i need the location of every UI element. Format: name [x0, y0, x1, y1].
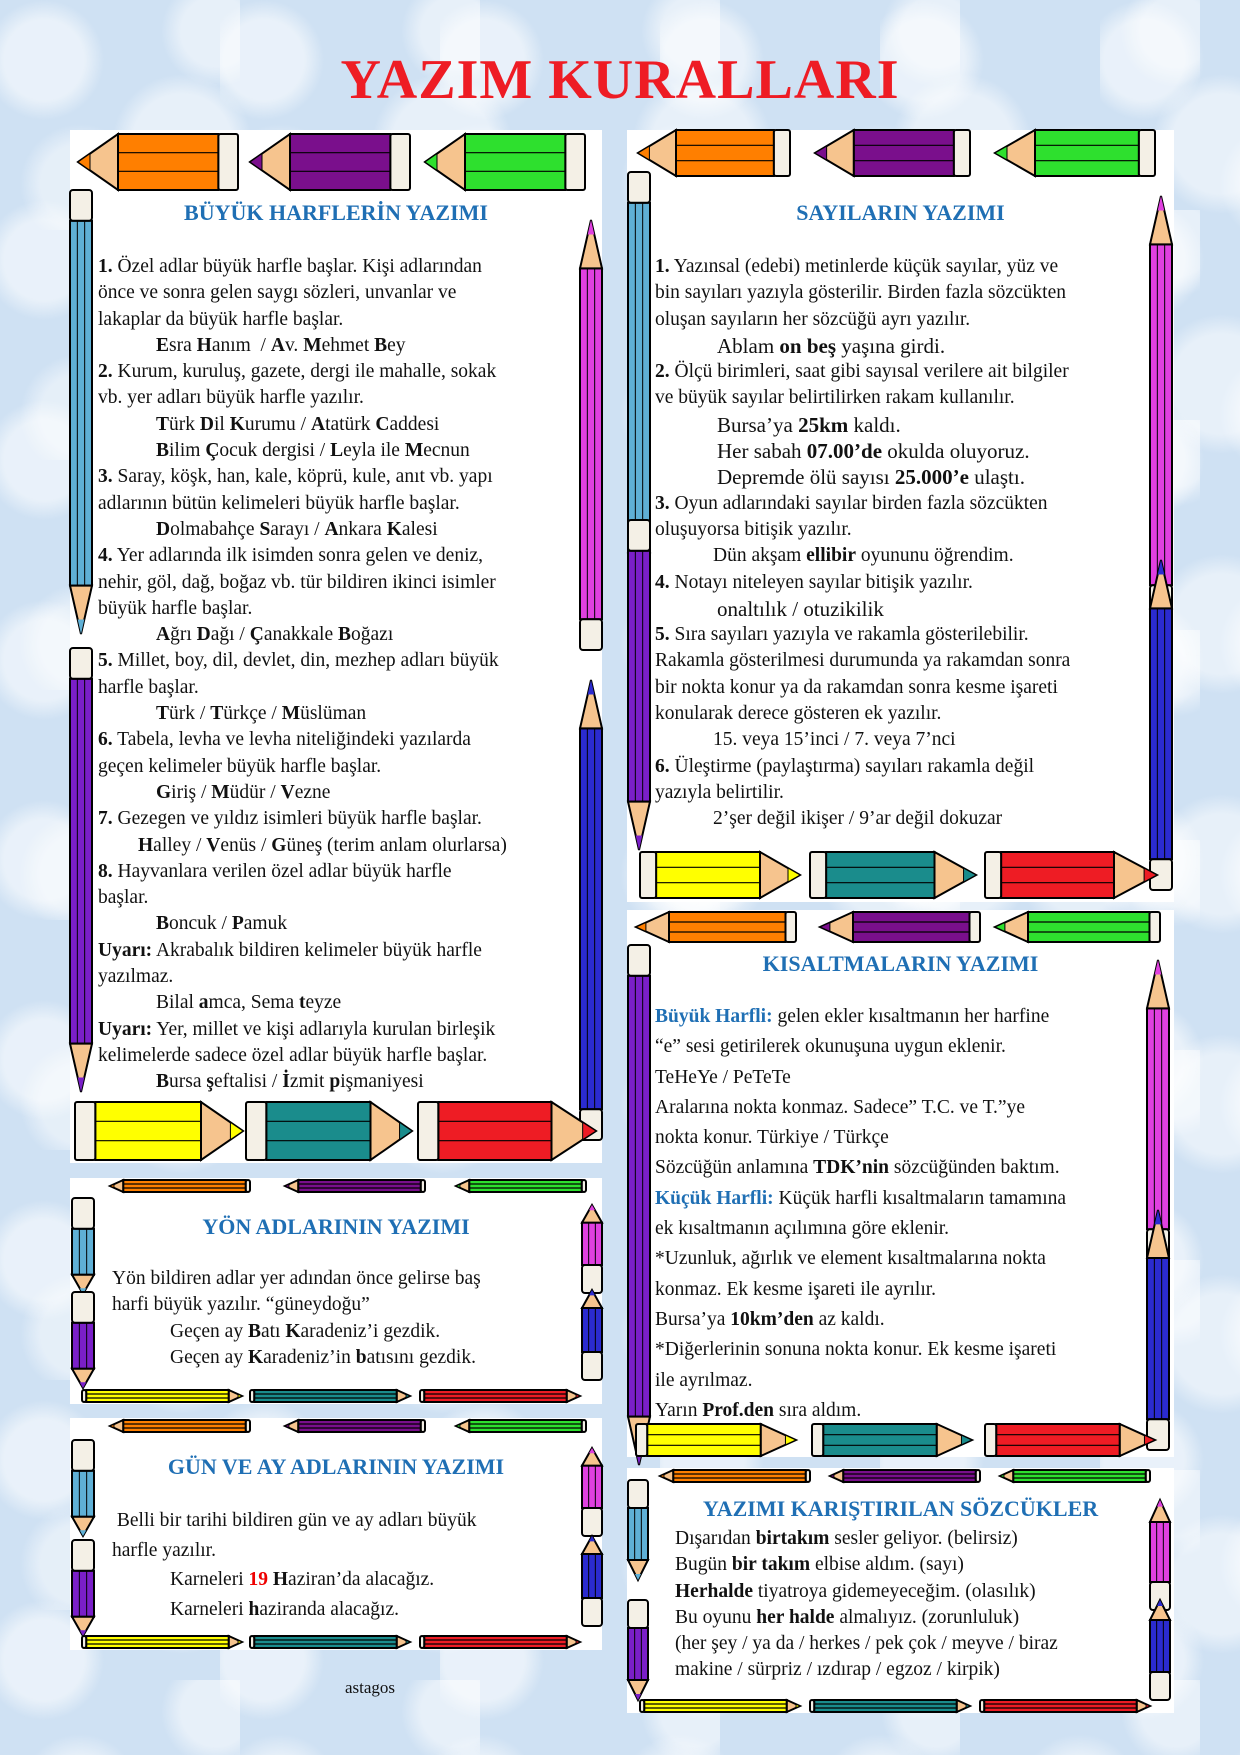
text-line: Yön bildiren adlar yer adından önce gelirse baş [112, 1268, 481, 1289]
text-line: Bursa’ya 25km kaldı. [717, 412, 901, 437]
text-line: Karneleri 19 Haziran’da alacağız. [170, 1569, 435, 1590]
text-line: önce ve sonra gelen saygı sözleri, unvanlar ve [98, 282, 457, 304]
text-line: Bugün bir takım elbise aldım. (sayı) [675, 1554, 964, 1576]
text-line: Giriş / Müdür / Vezne [156, 781, 331, 803]
text-line: nokta konur. Türkiye / Türkçe [655, 1127, 889, 1149]
panel-karistirilan [627, 1468, 1174, 1713]
text-line: onaltılık / otuzikilik [717, 596, 884, 621]
text-line: 1. Özel adlar büyük harfle başlar. Kişi adlarından [98, 256, 482, 277]
panel-kisaltmalar [627, 910, 1174, 1457]
section-heading: GÜN VE AY ADLARININ YAZIMI [167, 1454, 505, 1479]
text-line: Büyük Harfli: gelen ekler kısaltmanın her harfine [655, 1006, 1050, 1027]
text-line: ek kısaltmanın açılımına göre eklenir. [655, 1218, 950, 1240]
text-line: 3. Saray, köşk, han, kale, köprü, kule, anıt vb. yapı [98, 466, 493, 488]
text-line: Dolmabahçe Sarayı / Ankara Kalesi [156, 518, 438, 540]
panel-gun-ay [70, 1418, 602, 1650]
section-body [112, 1266, 481, 1371]
text-line: *Diğerlerinin sonuna nokta konur. Ek kesme işareti [655, 1339, 1057, 1361]
section-heading: YÖN ADLARININ YAZIMI [202, 1214, 470, 1239]
text-line: 4. Notayı niteleyen sayılar bitişik yazılır. [655, 571, 973, 593]
text-line: Esra Hanım / Av. Mehmet Bey [156, 334, 406, 356]
section-body [655, 1002, 1066, 1426]
text-line: Uyarı: Yer, millet ve kişi adlarıyla kurulan birleşik [98, 1018, 496, 1040]
text-line: Belli bir tarihi bildiren gün ve ay adları büyük [112, 1510, 477, 1531]
text-line: Bu oyunu her halde almalıyız. (zorunluluk) [675, 1606, 1020, 1628]
text-line: yazılmaz. [98, 966, 174, 988]
text-line: Bilim Çocuk dergisi / Leyla ile Mecnun [156, 440, 470, 462]
text-line: ve büyük sayılar belirtilirken rakam kullanılır. [655, 387, 1015, 409]
text-line: nehir, göl, dağ, boğaz vb. tür bildiren ikinci isimler [98, 571, 496, 593]
text-line: konmaz. Ek kesme işareti ile ayrılır. [655, 1278, 937, 1300]
text-line: Karneleri haziranda alacağız. [170, 1598, 400, 1620]
text-line: büyük harfle başlar. [98, 597, 253, 619]
text-line: *Uzunluk, ağırlık ve element kısaltmalarına nokta [655, 1248, 1046, 1270]
text-line: Bilal amca, Sema teyze [156, 992, 342, 1014]
text-line: ile ayrılmaz. [655, 1369, 753, 1391]
text-line: konularak derece gösteren ek yazılır. [655, 703, 942, 725]
text-line: Uyarı: Akrabalık bildiren kelimeler büyük harfle [98, 939, 482, 961]
text-line: yazıyla belirtilir. [655, 781, 784, 803]
text-line: Geçen ay Karadeniz’in batısını gezdik. [170, 1346, 476, 1368]
text-line: Ağrı Dağı / Çanakkale Boğazı [156, 624, 394, 646]
text-line: Yarın Prof.den sıra aldım. [655, 1399, 862, 1421]
section-heading: BÜYÜK HARFLERİN YAZIMI [184, 200, 488, 225]
text-line: bir nokta konur ya da rakamdan sonra kesme işareti [655, 676, 1058, 698]
text-line: oluşan sayıların her sözcüğü ayrı yazılır. [655, 308, 971, 330]
panel-yon-adlari [70, 1178, 602, 1404]
text-line: Boncuk / Pamuk [156, 913, 288, 935]
text-line: Rakamla gösterilmesi durumunda ya rakamdan sonra [655, 650, 1071, 672]
section-body [675, 1526, 1058, 1684]
section-heading: SAYILARIN YAZIMI [796, 200, 1005, 225]
text-line: Depremde ölü sayısı 25.000’e ulaştı. [717, 465, 1025, 490]
text-line: vb. yer adları büyük harfle yazılır. [98, 387, 364, 409]
section-body [98, 254, 507, 1096]
text-line: harfle yazılır. [112, 1539, 216, 1561]
text-line: harfle başlar. [98, 676, 199, 698]
text-line: 15. veya 15’inci / 7. veya 7’nci [713, 729, 956, 751]
text-line: Türk Dil Kurumu / Atatürk Caddesi [156, 413, 440, 435]
text-line: 6. Üleştirme (paylaştırma) sayıları rakamla değil [655, 755, 1035, 777]
text-line: oluşuyorsa bitişik yazılır. [655, 518, 852, 540]
section-heading: YAZIMI KARIŞTIRILAN SÖZCÜKLER [702, 1496, 1099, 1521]
text-line: Bursa’ya 10km’den az kaldı. [655, 1308, 885, 1330]
text-line: bin sayıları yazıyla gösterilir. Birden fazla sözcükten [655, 282, 1066, 304]
text-line: “e” sesi getirilerek okunuşuna uygun eklenir. [655, 1036, 1006, 1058]
text-line: lakaplar da büyük harfle başlar. [98, 308, 344, 330]
text-line: Dışarıdan birtakım sesler geliyor. (belirsiz) [675, 1528, 1018, 1549]
text-line: 3. Oyun adlarındaki sayılar birden fazla sözcükten [655, 492, 1048, 514]
text-line: Her sabah 07.00’de okulda oluyoruz. [717, 439, 1030, 464]
text-line: geçen kelimeler büyük harfle başlar. [98, 755, 382, 777]
text-line: 7. Gezegen ve yıldız isimleri büyük harfle başlar. [98, 808, 482, 830]
panel-buyuk-harfler [70, 130, 602, 1163]
text-line: kelimelerde sadece özel adlar büyük harfle başlar. [98, 1044, 488, 1066]
text-line: 2. Kurum, kuruluş, gazete, dergi ile mahalle, sokak [98, 361, 497, 383]
text-line: makine / sürpriz / ızdırap / egzoz / kirpik) [675, 1659, 1000, 1681]
text-line: Sözcüğün anlamına TDK’nin sözcüğünden baktım. [655, 1157, 1060, 1179]
text-line: 1. Yazınsal (edebi) metinlerde küçük sayılar, yüz ve [655, 256, 1059, 277]
text-line: 2’şer değil ikişer / 9’ar değil dokuzar [713, 808, 1003, 830]
page-title: YAZIM KURALLARI [340, 49, 900, 111]
section-body [655, 254, 1070, 833]
section-body [112, 1506, 476, 1624]
text-line: Bursa şeftalisi / İzmit pişmaniyesi [156, 1071, 424, 1093]
text-line: Dün akşam ellibir oyununu öğrendim. [713, 545, 1014, 567]
footer-credit: astagos [344, 1678, 396, 1697]
text-line: adlarının bütün kelimeleri büyük harfle başlar. [98, 492, 460, 514]
text-line: Geçen ay Batı Karadeniz’i gezdik. [170, 1320, 441, 1342]
panel-sayilar [627, 130, 1174, 902]
text-line: Herhalde tiyatroya gidemeyeceğim. (olasılık) [675, 1580, 1036, 1602]
section-heading: KISALTMALARIN YAZIMI [762, 951, 1039, 976]
text-line: Ablam on beş yaşına girdi. [717, 333, 946, 358]
text-line: Küçük Harfli: Küçük harfli kısaltmaların tamamına [655, 1187, 1067, 1209]
text-line: TeHeYe / PeTeTe [655, 1066, 791, 1088]
text-line: 8. Hayvanlara verilen özel adlar büyük harfle [98, 860, 452, 882]
text-line: 5. Millet, boy, dil, devlet, din, mezhep adları büyük [98, 650, 499, 672]
text-line: (her şey / ya da / herkes / pek çok / meyve / biraz [675, 1633, 1058, 1655]
text-line: başlar. [98, 887, 149, 909]
text-line: Aralarına nokta konmaz. Sadece” T.C. ve T.”ye [655, 1096, 1025, 1118]
text-line: Türk / Türkçe / Müslüman [156, 703, 367, 725]
text-line: 6. Tabela, levha ve levha niteliğindeki yazılarda [98, 729, 471, 751]
text-line: 4. Yer adlarında ilk isimden sonra gelen ve deniz, [98, 545, 484, 567]
text-line: 2. Ölçü birimleri, saat gibi sayısal verilere ait bilgiler [655, 361, 1069, 383]
text-line: harfi büyük yazılır. “güneydoğu” [112, 1294, 370, 1316]
text-line: Halley / Venüs / Güneş (terim anlam olurlarsa) [138, 834, 507, 856]
text-line: 5. Sıra sayıları yazıyla ve rakamla gösterilebilir. [655, 624, 1029, 646]
